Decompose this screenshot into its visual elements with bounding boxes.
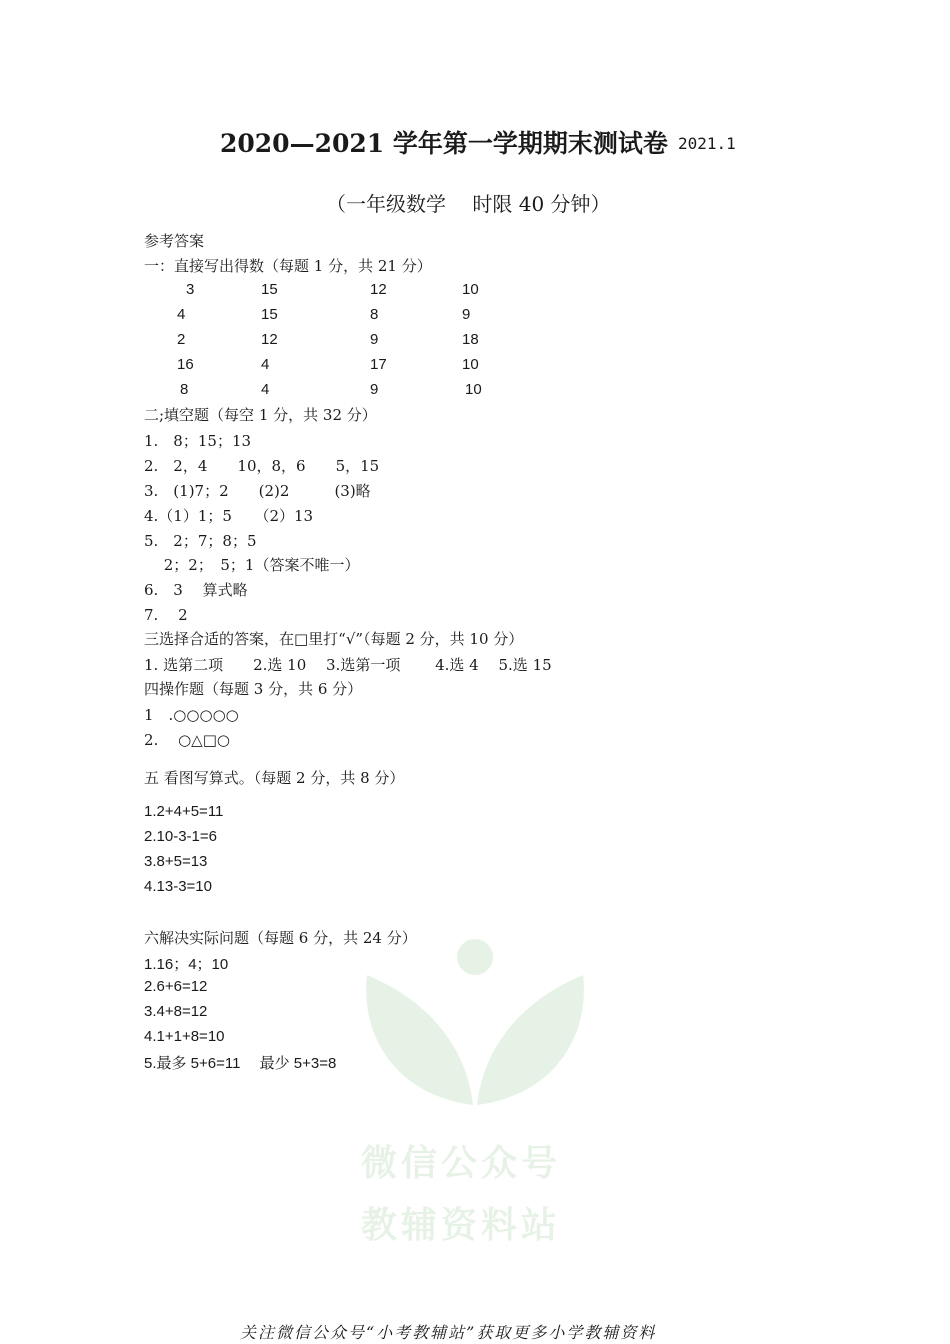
watermark-text-1: 微信公众号 [361,1143,562,1184]
s1-cell: 8 [370,306,379,323]
s1-cell: 9 [370,381,379,398]
s6-line: 2.6+6=12 [144,978,208,995]
s1-cell: 9 [462,306,471,323]
s5-line: 1.2+4+5=11 [144,803,224,820]
s1-cell: 10 [462,356,479,373]
answer-heading: 参考答案 [144,232,205,250]
s6-line: 4.1+1+8=10 [144,1028,225,1045]
s3-line: 1. 选第二项 2.选 10 3.选第一项 4.选 4 5.选 15 [144,656,552,674]
watermark-text-2: 教辅资料站 [361,1205,562,1246]
s2-line: 3. (1)7；2 (2)2 (3)略 [144,482,371,500]
page-title: 2020—2021 学年第一学期期末测试卷 [220,129,668,158]
s2-line: 2；2； 5；1（答案不唯一） [144,556,360,574]
section1-title: 一：直接写出得数（每题 1 分，共 21 分） [144,257,432,275]
s1-cell: 4 [261,381,270,398]
s1-cell: 8 [180,381,189,398]
s2-line: 5. 2；7；8；5 [144,532,257,550]
s1-cell: 4 [177,306,186,323]
s2-line: 7. 2 [144,606,188,624]
s4-line: 2. ○△□○ [144,731,230,749]
s5-line: 4.13-3=10 [144,878,212,895]
section4-title: 四操作题（每题 3 分，共 6 分） [144,680,363,698]
page-subtitle: （一年级数学 时限 40 分钟） [326,192,611,216]
s1-cell: 16 [177,356,194,373]
s2-line: 6. 3 算式略 [144,581,248,599]
title-date: 2021.1 [678,134,736,153]
s1-cell: 10 [465,381,482,398]
s1-cell: 17 [370,356,387,373]
s1-cell: 12 [261,331,278,348]
s1-cell: 9 [370,331,379,348]
s1-cell: 10 [462,281,479,298]
s1-cell: 18 [462,331,479,348]
footer-note: 关注微信公众号“小考教辅站”获取更多小学教辅资料 [240,1323,657,1342]
s1-cell: 15 [261,281,278,298]
s5-line: 3.8+5=13 [144,853,208,870]
s2-line: 1. 8；15；13 [144,432,252,450]
s5-line: 2.10-3-1=6 [144,828,217,845]
s4-line: 1 .○○○○○ [144,706,239,724]
section2-title: 二;填空题（每空 1 分，共 32 分） [144,406,377,424]
s2-line: 4.（1）1；5 （2）13 [144,507,314,525]
s6-line: 5.最多 5+6=11 最少 5+3=8 [144,1055,337,1072]
s1-cell: 15 [261,306,278,323]
s6-line: 3.4+8=12 [144,1003,208,1020]
s1-cell: 12 [370,281,387,298]
s1-cell: 4 [261,356,270,373]
section3-title: 三选择合适的答案，在□里打“√”（每题 2 分，共 10 分） [144,630,524,648]
section6-title: 六解决实际问题（每题 6 分，共 24 分） [144,929,417,947]
watermark-logo [355,935,595,1255]
s6-line: 1.16；4；10 [144,956,229,973]
s2-line: 2. 2，4 10，8，6 5，15 [144,457,380,475]
section5-title: 五 看图写算式。（每题 2 分，共 8 分） [144,769,405,787]
s1-cell: 2 [177,331,186,348]
s1-cell: 3 [186,281,195,298]
